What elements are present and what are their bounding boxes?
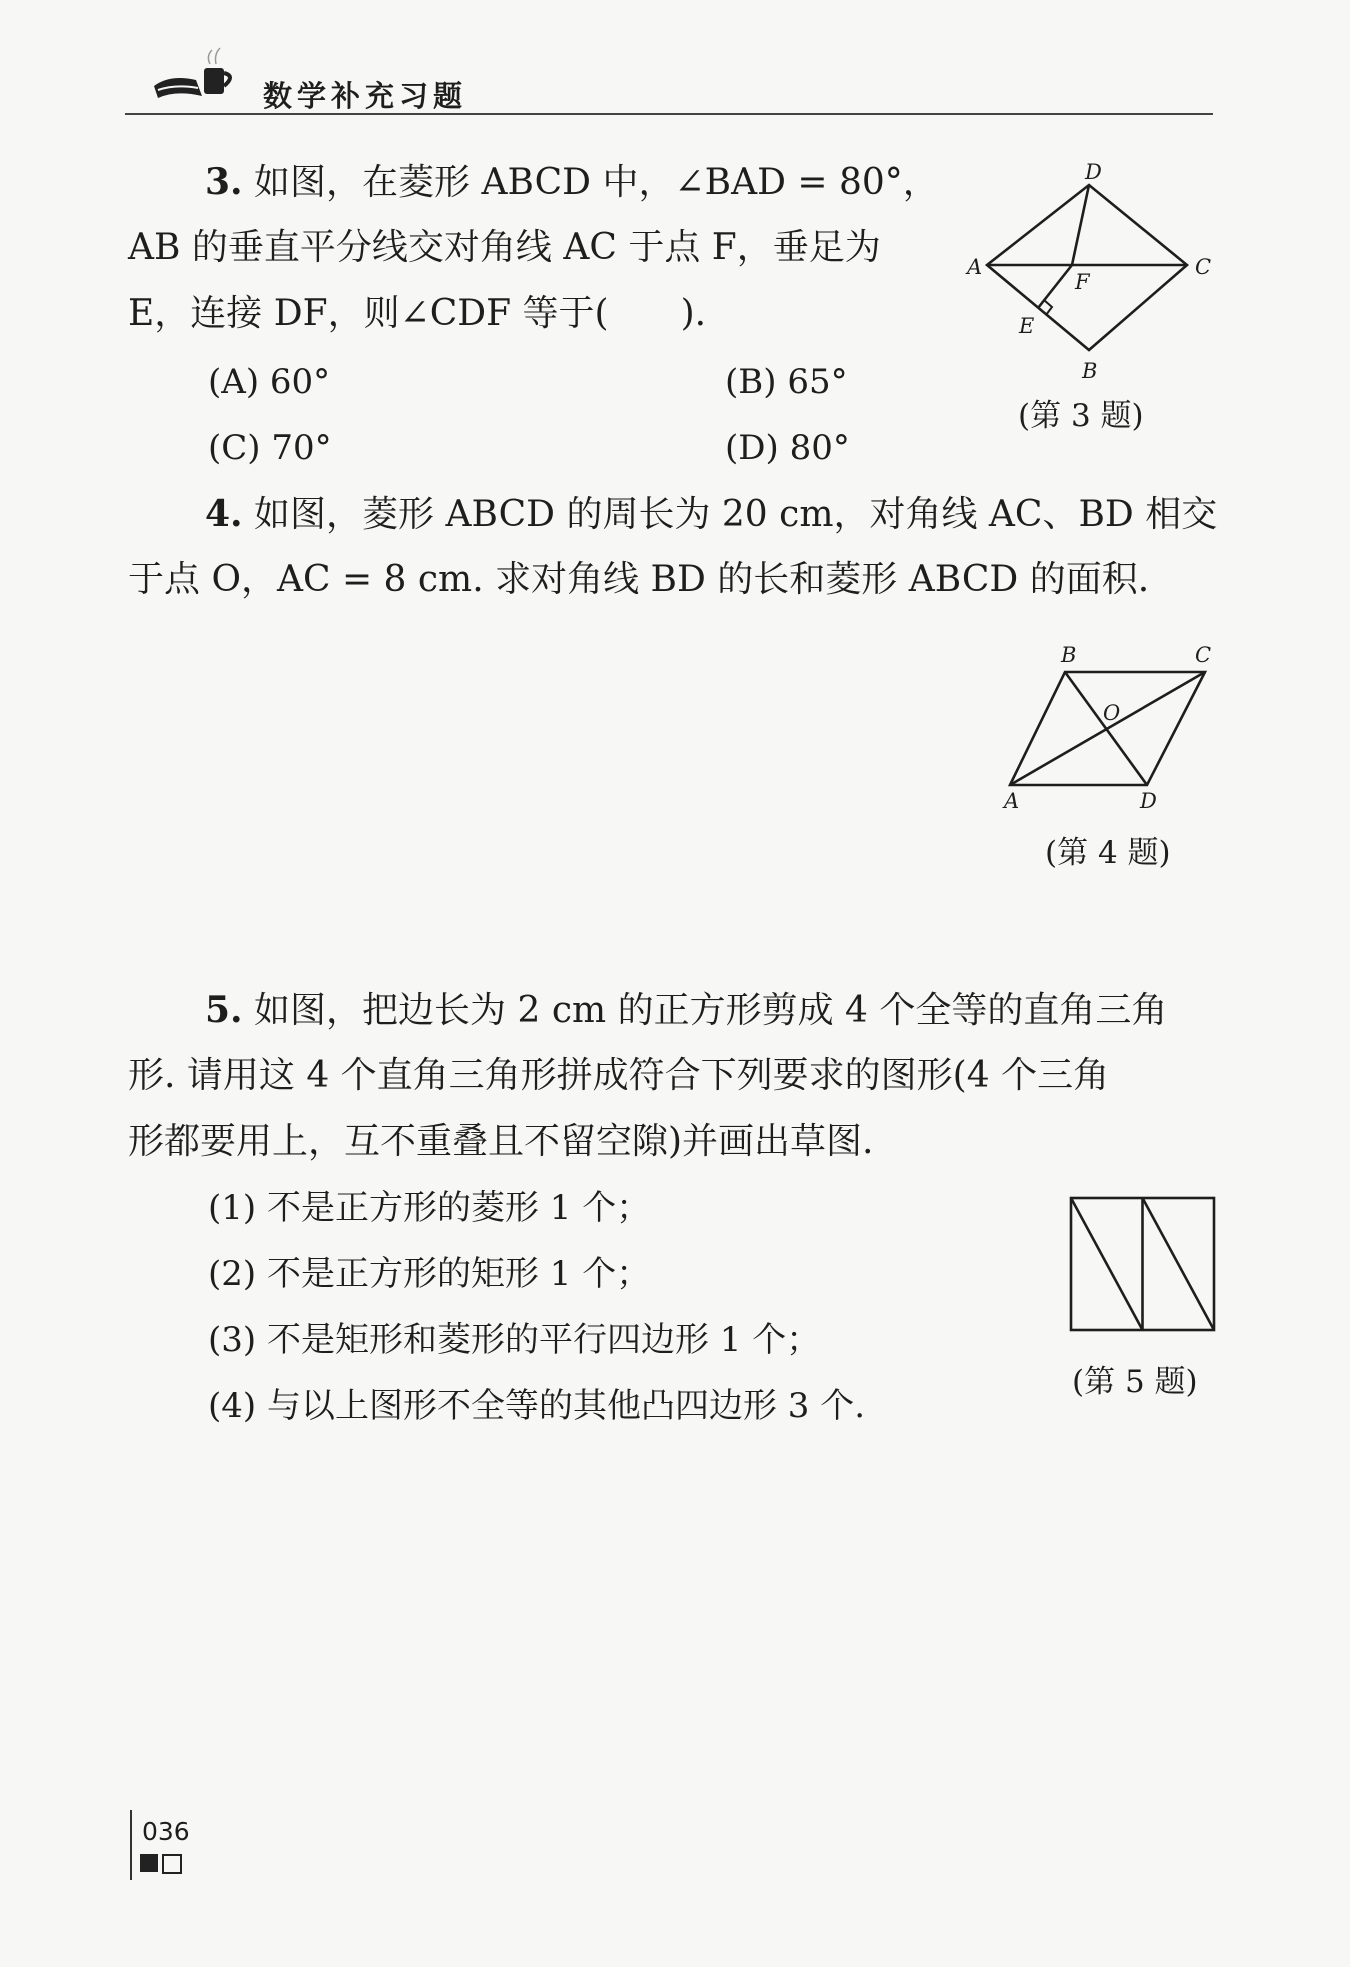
- q4-label-b: B: [1061, 643, 1077, 667]
- q4-text-1: 如图，菱形 ABCD 的周长为 20 cm，对角线 AC、BD 相交: [254, 494, 1218, 535]
- q3-choice-d: (D) 80°: [725, 428, 850, 468]
- q4-label-a: A: [1004, 789, 1020, 813]
- q3-choice-b: (B) 65°: [725, 362, 848, 402]
- q5-square-figure: [1065, 1190, 1225, 1340]
- q4-figure-caption: (第 4 题): [1045, 835, 1171, 871]
- q5-left-diagonal: [1071, 1198, 1143, 1330]
- q5-number: 5.: [205, 989, 243, 1031]
- q5-item-2: (2) 不是正方形的矩形 1 个；: [208, 1254, 651, 1294]
- q3-line-3: E，连接 DF，则∠CDF 等于( ).: [128, 293, 707, 334]
- q3-label-c: C: [1195, 255, 1212, 279]
- q3-figure-caption: (第 3 题): [1018, 398, 1144, 434]
- q4-label-d: D: [1140, 789, 1157, 813]
- book-cup-logo-icon: [150, 46, 240, 106]
- q3-perpendicular-fe: [1038, 265, 1072, 308]
- q5-right-diagonal: [1143, 1198, 1215, 1330]
- q5-line-3: 形都要用上，互不重叠且不留空隙)并画出草图.: [128, 1121, 874, 1162]
- book-title: 数学补充习题: [263, 79, 468, 113]
- q3-label-a: A: [967, 255, 983, 279]
- q3-choice-a: (A) 60°: [208, 362, 331, 402]
- header-divider: [125, 113, 1213, 115]
- q3-number: 3.: [205, 161, 243, 203]
- q3-line-1: [205, 160, 939, 205]
- q5-line-1: [205, 988, 1167, 1033]
- q3-label-f: F: [1075, 270, 1090, 294]
- q4-label-c: C: [1195, 643, 1212, 667]
- q5-item-1: (1) 不是正方形的菱形 1 个；: [208, 1188, 651, 1228]
- q4-rhombus-figure: [995, 640, 1235, 820]
- q3-label-b: B: [1082, 359, 1098, 383]
- q5-item-3: (3) 不是矩形和菱形的平行四边形 1 个；: [208, 1320, 821, 1360]
- q3-label-d: D: [1085, 160, 1102, 184]
- q5-line-2: 形. 请用这 4 个直角三角形拼成符合下列要求的图形(4 个三角: [128, 1055, 1110, 1096]
- q3-text-1: 如图，在菱形 ABCD 中，∠BAD = 80°，: [254, 162, 939, 203]
- page-number: 036: [142, 1817, 190, 1846]
- q4-line-1: [205, 492, 1217, 537]
- q4-line-2: 于点 O，AC = 8 cm. 求对角线 BD 的长和菱形 ABCD 的面积.: [128, 559, 1150, 600]
- empty-square-icon: [162, 1854, 182, 1874]
- q4-diagonal-bd: [1065, 672, 1147, 785]
- q5-item-4: (4) 与以上图形不全等的其他凸四边形 3 个.: [208, 1386, 866, 1426]
- q3-rhombus-outline: [987, 185, 1187, 350]
- q5-figure-caption: (第 5 题): [1072, 1364, 1198, 1400]
- filled-square-icon: [140, 1854, 158, 1872]
- q5-text-1: 如图，把边长为 2 cm 的正方形剪成 4 个全等的直角三角: [254, 990, 1168, 1031]
- q4-number: 4.: [205, 493, 243, 535]
- q4-label-o: O: [1103, 701, 1121, 725]
- q3-label-e: E: [1019, 314, 1035, 338]
- q3-line-2: AB 的垂直平分线交对角线 AC 于点 F，垂足为: [128, 227, 881, 268]
- page-number-bar: [130, 1810, 132, 1880]
- q3-choice-c: (C) 70°: [208, 428, 332, 468]
- q3-rhombus-figure: [955, 155, 1235, 385]
